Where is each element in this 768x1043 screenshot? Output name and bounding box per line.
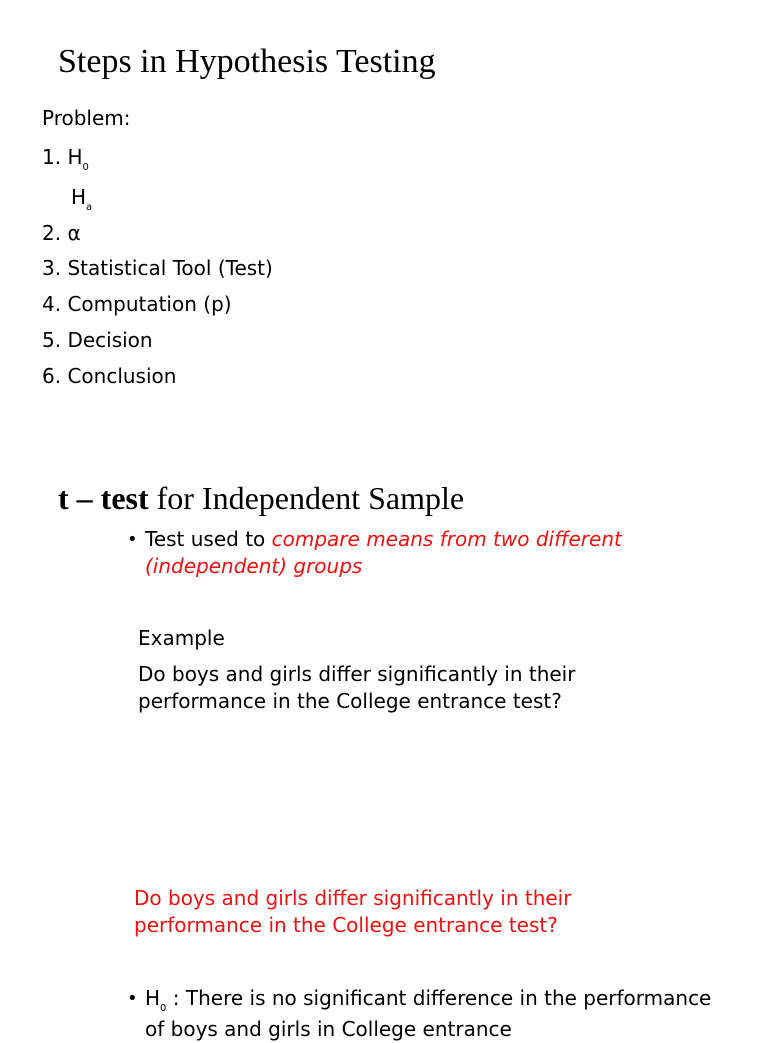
- step-1-text: 1. H: [42, 145, 83, 169]
- problem-label: Problem:: [42, 106, 131, 130]
- step-2: 2. α: [42, 221, 81, 245]
- step-1-subscript: 0: [82, 162, 89, 173]
- title-bold: t – test: [58, 480, 149, 516]
- h0-symbol: H: [145, 986, 161, 1010]
- slide-title: [58, 478, 464, 518]
- step-6: 6. Conclusion: [42, 364, 177, 388]
- bullet-icon: •: [127, 529, 138, 550]
- slide-hypotheses: [0, 850, 768, 1041]
- slide-t-test: [0, 430, 768, 850]
- title-rest: for Independent Sample: [148, 480, 465, 516]
- h0-bullet: [127, 985, 727, 1043]
- research-question: Do boys and girls differ significantly in their performance in the College entrance test?: [134, 886, 572, 937]
- step-1b-subscript: a: [86, 202, 93, 213]
- definition-bullet: [127, 526, 687, 580]
- step-1: [42, 145, 89, 174]
- h0-subscript: 0: [160, 1003, 167, 1014]
- step-4: 4. Computation (p): [42, 292, 232, 316]
- slide-steps-hypothesis: [0, 0, 768, 430]
- bullet-highlight: compare means from two different (independent) groups: [145, 527, 622, 578]
- slide-title: Steps in Hypothesis Testing: [58, 43, 436, 80]
- step-3: 3. Statistical Tool (Test): [42, 256, 273, 280]
- example-question: Do boys and girls differ significantly in their performance in the College entrance test?: [138, 662, 576, 713]
- bullet-prefix: Test used to: [145, 527, 272, 551]
- step-5: 5. Decision: [42, 328, 153, 352]
- example-label: Example: [138, 626, 225, 650]
- h0-text: : There is no significant difference in the performance of boys and girls in College entrance: [145, 986, 712, 1041]
- step-1b: [71, 185, 92, 214]
- step-1b-text: H: [71, 185, 87, 209]
- bullet-icon: •: [127, 988, 138, 1009]
